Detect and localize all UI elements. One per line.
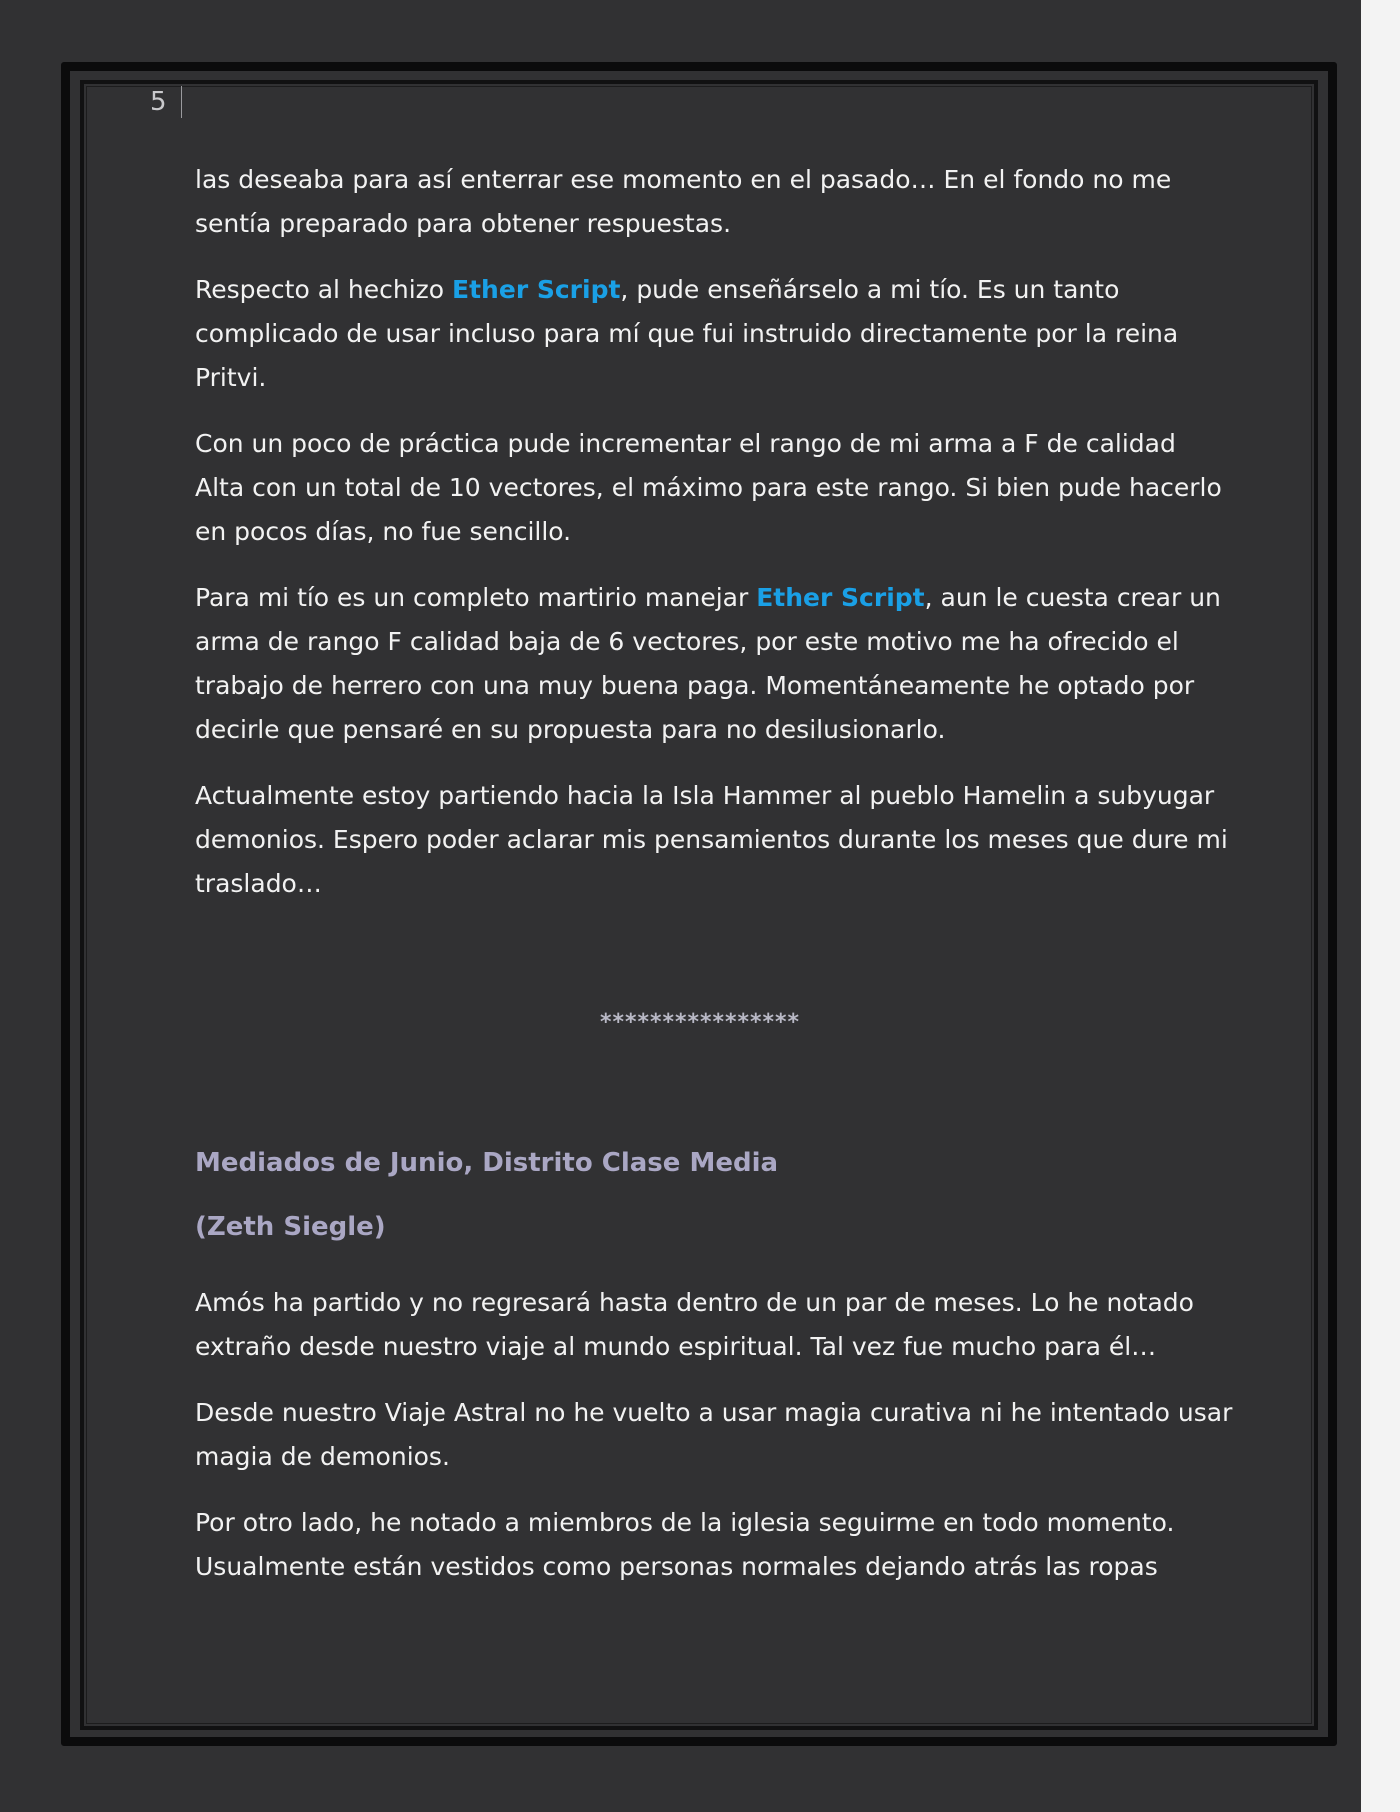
paragraph-text: las deseaba para así enterrar ese momento en el pasado… En el fondo no me sentía preparado para obtener respuestas. <box>195 165 1172 238</box>
highlighted-term: Ether Script <box>756 583 925 612</box>
highlighted-term: Ether Script <box>452 275 621 304</box>
body-text-bottom <box>195 1281 1245 1611</box>
paragraph-text: , pude enseñárselo a mi tío. Es un tanto complicado de usar incluso para mí que fui instruido directamente por la reina Pritvi. <box>195 275 1179 392</box>
paragraph: Desde nuestro Viaje Astral no he vuelto a usar magia curativa ni he intentado usar magia de demonios. <box>195 1398 1233 1471</box>
paragraph: Por otro lado, he notado a miembros de la iglesia seguirme en todo momento. Usualmente están vestidos como personas normales dejando atrás las ropas <box>195 1508 1175 1581</box>
paragraph-text: Respecto al hechizo <box>195 275 453 304</box>
paragraph <box>195 576 1230 752</box>
paragraph <box>195 268 1230 400</box>
paragraph: Amós ha partido y no regresará hasta dentro de un par de meses. Lo he notado extraño desde nuestro viaje al mundo espiritual. Tal vez fue mucho para él… <box>195 1288 1194 1361</box>
paragraph-text: , aun le cuesta crear un arma de rango F calidad baja de 6 vectores, por este motivo me ha ofrecido el trabajo de herrero con una muy buena paga. Momentáneamente he optado por decirle que pensaré en su propuesta para no desilusionarlo. <box>195 583 1221 744</box>
paragraph-text: Para mi tío es un completo martirio manejar <box>195 583 757 612</box>
paragraph-text: Actualmente estoy partiendo hacia la Isla Hammer al pueblo Hamelin a subyugar demonios. Espero poder aclarar mis pensamientos durante los meses que dure mi traslado… <box>195 781 1228 898</box>
paragraph <box>195 774 1230 906</box>
section-subtitle: (Zeth Siegle) <box>195 1212 386 1242</box>
paragraph <box>195 158 1230 246</box>
section-title: Mediados de Junio, Distrito Clase Media <box>195 1148 779 1178</box>
page-number: 5 <box>150 86 182 118</box>
paragraph-text: Con un poco de práctica pude incrementar el rango de mi arma a F de calidad Alta con un total de 10 vectores, el máximo para este rango. Si bien pude hacerlo en pocos días, no fue sencillo. <box>195 429 1222 546</box>
paragraph <box>195 422 1230 554</box>
body-text-top <box>195 158 1230 928</box>
section-separator: **************** <box>599 1010 801 1035</box>
